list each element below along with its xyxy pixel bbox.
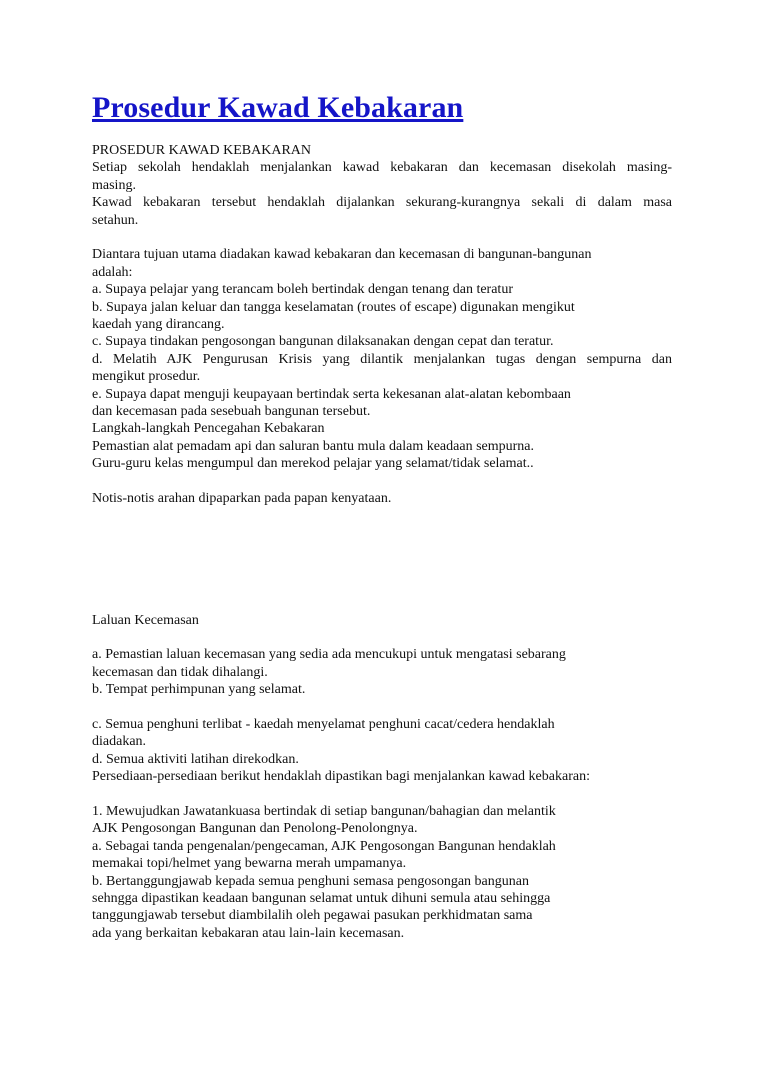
text-line: Diantara tujuan utama diadakan kawad kebakaran dan kecemasan di bangunan-bangunan bbox=[92, 247, 592, 263]
text-line: b. Supaya jalan keluar dan tangga keselamatan (routes of escape) digunakan mengikut bbox=[92, 299, 575, 315]
text-line: ada yang berkaitan kebakaran atau lain-lain kecemasan. bbox=[92, 925, 405, 941]
text-line: diadakan. bbox=[92, 734, 147, 750]
document-title: Prosedur Kawad Kebakaran bbox=[92, 91, 464, 124]
text-line: c. Supaya tindakan pengosongan bangunan dilaksanakan dengan cepat dan teratur. bbox=[92, 334, 554, 350]
text-line: Langkah-langkah Pencegahan Kebakaran bbox=[92, 421, 325, 437]
section-heading: Laluan Kecemasan bbox=[92, 612, 199, 628]
text-line: kecemasan dan tidak dihalangi. bbox=[92, 664, 268, 680]
section-intro bbox=[92, 142, 672, 229]
text-line: 1. Mewujudkan Jawatankuasa bertindak di setiap bangunan/bahagian dan melantik bbox=[92, 803, 556, 819]
text-line: b. Bertanggungjawab kepada semua penghuni semasa pengosongan bangunan bbox=[92, 873, 529, 889]
text-line: AJK Pengosongan Bangunan dan Penolong-Penolongnya. bbox=[92, 821, 418, 837]
text-line: mengikut prosedur. bbox=[92, 369, 201, 385]
paragraph-gap bbox=[92, 699, 672, 716]
text-line: d. Melatih AJK Pengurusan Krisis yang dilantik menjalankan tugas dengan sempurna dan bbox=[92, 351, 672, 367]
text-line: dan kecemasan pada sesebuah bangunan tersebut. bbox=[92, 404, 371, 420]
paragraph-gap bbox=[92, 629, 672, 646]
text-line: adalah: bbox=[92, 264, 133, 280]
text-line: Kawad kebakaran tersebut hendaklah dijalankan sekurang-kurangnya sekali di dalam masa bbox=[92, 195, 672, 211]
text-line: a. Sebagai tanda pengenalan/pengecaman, AJK Pengosongan Bangunan hendaklah bbox=[92, 838, 556, 854]
text-line: PROSEDUR KAWAD KEBAKARAN bbox=[92, 143, 312, 158]
text-line: a. Pemastian laluan kecemasan yang sedia ada mencukupi untuk mengatasi sebarang bbox=[92, 647, 566, 663]
blank-space bbox=[92, 508, 672, 612]
section-objectives bbox=[92, 246, 672, 472]
text-line: Persediaan-persediaan berikut hendaklah dipastikan bagi menjalankan kawad kebakaran: bbox=[92, 769, 590, 785]
document-page bbox=[92, 88, 672, 942]
text-line: setahun. bbox=[92, 212, 139, 228]
text-line: tanggungjawab tersebut diambilalih oleh pegawai pasukan perkhidmatan sama bbox=[92, 908, 533, 924]
section-emergency-route bbox=[92, 612, 672, 786]
text-line: b. Tempat perhimpunan yang selamat. bbox=[92, 682, 306, 698]
text-line: Guru-guru kelas mengumpul dan merekod pelajar yang selamat/tidak selamat.. bbox=[92, 456, 534, 472]
text-line: Setiap sekolah hendaklah menjalankan kawad kebakaran dan kecemasan disekolah masing- bbox=[92, 160, 672, 176]
text-line: Pemastian alat pemadam api dan saluran bantu mula dalam keadaan sempurna. bbox=[92, 438, 535, 454]
text-line: Notis-notis arahan dipaparkan pada papan kenyataan. bbox=[92, 491, 392, 507]
text-line: a. Supaya pelajar yang terancam boleh bertindak dengan tenang dan teratur bbox=[92, 282, 513, 298]
text-line: masing. bbox=[92, 177, 136, 193]
paragraph-gap bbox=[92, 229, 672, 246]
text-line: e. Supaya dapat menguji keupayaan bertindak serta kekesanan alat-alatan kebombaan bbox=[92, 386, 571, 402]
section-preparations bbox=[92, 803, 672, 942]
text-line: kaedah yang dirancang. bbox=[92, 317, 225, 333]
paragraph-gap bbox=[92, 786, 672, 803]
text-line: memakai topi/helmet yang bewarna merah umpamanya. bbox=[92, 856, 407, 872]
text-line: d. Semua aktiviti latihan direkodkan. bbox=[92, 751, 299, 767]
text-line: c. Semua penghuni terlibat - kaedah menyelamat penghuni cacat/cedera hendaklah bbox=[92, 716, 555, 732]
text-line: sehngga dipastikan keadaan bangunan selamat untuk dihuni semula atau sehingga bbox=[92, 890, 551, 906]
paragraph-gap bbox=[92, 473, 672, 490]
